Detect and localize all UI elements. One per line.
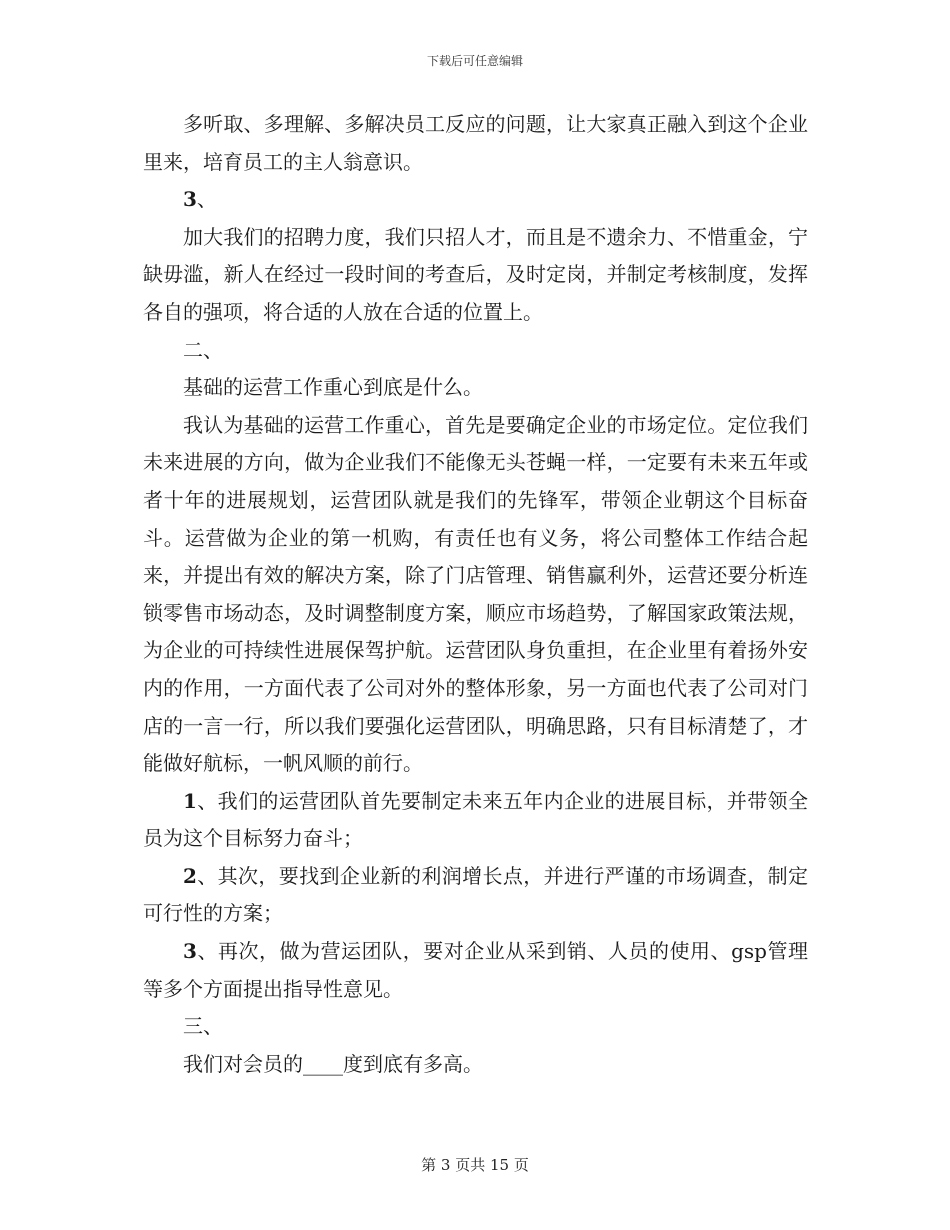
paragraph-member: 我们对会员的____度到底有多高。 <box>183 1051 483 1076</box>
page-header: 下载后可任意编辑 <box>426 54 523 68</box>
paragraph-recruit: 加大我们的招聘力度，我们只招人才，而且是不遗余力、不惜重金，宁缺毋滥，新人在经过一段时间的考查后，及时定岗，并制定考核制度，发挥各自的强项，将合适的人放在合适的位置上。 <box>143 224 808 324</box>
list-item-3: 3、再次，做为营运团队，要对企业从采到销、人员的使用、gsp管理等多个方面提出指导性意见。 <box>143 939 808 1001</box>
list-item-1: 1、我们的运营团队首先要制定未来五年内企业的进展目标，并带领全员为这个目标努力奋斗； <box>143 788 808 851</box>
list-item-2: 2、其次，要找到企业新的利润增长点，并进行严谨的市场调查，制定可行性的方案； <box>143 863 808 926</box>
paragraph-ops-focus: 我认为基础的运营工作重心，首先是要确定企业的市场定位。定位我们未来进展的方向，做为企业我们不能像无头苍蝇一样，一定要有未来五年或者十年的进展规划，运营团队就是我们的先锋军，带领企业朝这个目标奋斗。运营做为企业的第一机购，有责任也有义务，将公司整体工作结合起来，并提出有效的解决方案，除了门店管理、销售赢利外，运营还要分析连锁零售市场动态，及时调整制度方案，顺应市场趋势，了解国家政策法规，为企业的可持续性进展保驾护航。运营团队身负重担，在企业里有着扬外安内的作用，一方面代表了公司对外的整体形象，另一方面也代表了公司对门店的一言一行，所以我们要强化运营团队，明确思路，只有目标清楚了，才能做好航标，一帆风顺的前行。 <box>143 412 808 776</box>
paragraph-listen: 多听取、多理解、多解决员工反应的问题，让大家真正融入到这个企业里来，培育员工的主人翁意识。 <box>143 112 808 174</box>
paragraph-question-ops: 基础的运营工作重心到底是什么。 <box>183 375 483 400</box>
page-footer: 第 3 页共 15 页 <box>421 1156 529 1174</box>
document-body <box>143 106 808 1083</box>
section-heading-3: 三、 <box>183 1014 223 1039</box>
item-number-3a: 3、 <box>183 187 217 212</box>
section-heading-2: 二、 <box>183 337 223 362</box>
